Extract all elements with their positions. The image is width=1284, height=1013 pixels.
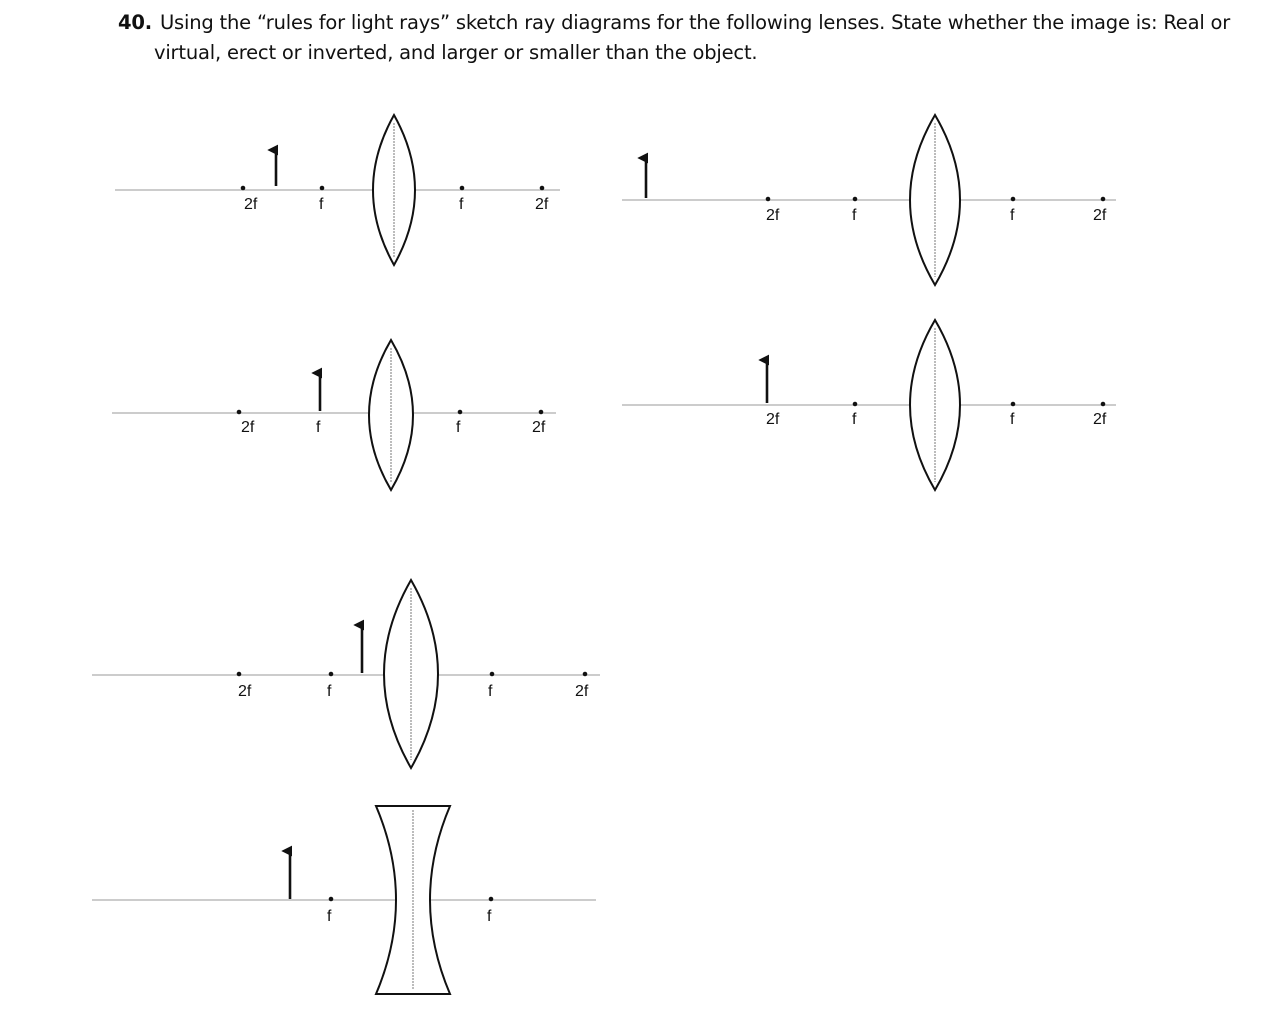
label-2f: 2f <box>241 419 255 436</box>
label-f: f <box>327 683 332 700</box>
question-line-2: virtual, erect or inverted, and larger or smaller than the object. <box>154 41 758 64</box>
diagram-3 <box>112 340 556 490</box>
focal-point-dot <box>458 410 463 415</box>
focal-point-dot <box>1011 197 1016 202</box>
label-f: f <box>316 419 321 436</box>
label-f: f <box>852 207 857 224</box>
diagram-5 <box>92 580 600 768</box>
label-2f: 2f <box>244 196 258 213</box>
label-f: f <box>487 908 492 925</box>
label-2f: 2f <box>535 196 549 213</box>
focal-point-dot <box>241 186 246 191</box>
focal-point-dot <box>490 672 495 677</box>
question-number: 40. <box>118 11 152 34</box>
label-f: f <box>456 419 461 436</box>
diagram-4 <box>622 320 1116 490</box>
label-f: f <box>1010 207 1015 224</box>
label-f: f <box>459 196 464 213</box>
label-2f: 2f <box>1093 207 1107 224</box>
focal-point-dot <box>1011 402 1016 407</box>
focal-point-dot <box>539 410 544 415</box>
question-line-1: Using the “rules for light rays” sketch ray diagrams for the following lenses. State whether the image is: Real or <box>159 11 1231 34</box>
focal-point-dot <box>329 672 334 677</box>
focal-point-dot <box>237 410 242 415</box>
diagram-1 <box>115 115 560 265</box>
label-2f: 2f <box>238 683 252 700</box>
label-2f: 2f <box>1093 411 1107 428</box>
label-2f: 2f <box>766 411 780 428</box>
label-2f: 2f <box>575 683 589 700</box>
focal-point-dot <box>329 897 334 902</box>
label-f: f <box>852 411 857 428</box>
diagram-2 <box>622 115 1116 285</box>
focal-point-dot <box>766 197 771 202</box>
label-f: f <box>488 683 493 700</box>
focal-point-dot <box>237 672 242 677</box>
focal-point-dot <box>853 197 858 202</box>
focal-point-dot <box>1101 402 1106 407</box>
label-f: f <box>319 196 324 213</box>
label-f: f <box>327 908 332 925</box>
focal-point-dot <box>320 186 325 191</box>
focal-point-dot <box>853 402 858 407</box>
focal-point-dot <box>583 672 588 677</box>
focal-point-dot <box>1101 197 1106 202</box>
label-f: f <box>1010 411 1015 428</box>
label-2f: 2f <box>532 419 546 436</box>
diagram-6 <box>92 806 596 994</box>
focal-point-dot <box>460 186 465 191</box>
focal-point-dot <box>540 186 545 191</box>
focal-point-dot <box>489 897 494 902</box>
label-2f: 2f <box>766 207 780 224</box>
